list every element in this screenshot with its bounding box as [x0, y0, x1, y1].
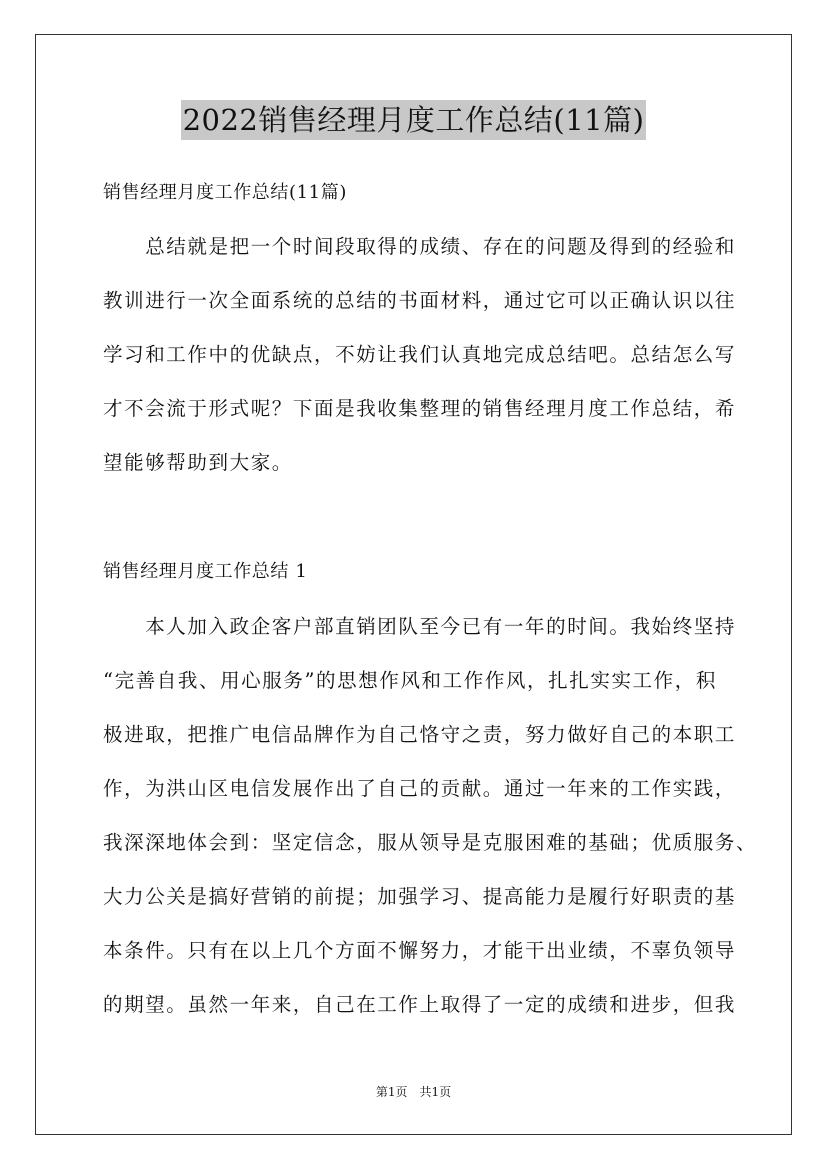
- section-line: 作，为洪山区电信发展作出了自己的贡献。通过一年来的工作实践，: [103, 777, 737, 800]
- section-line: 本人加入政企客户部直销团队至今已有一年的时间。我始终坚持: [103, 615, 737, 638]
- intro-line: 才不会流于形式呢？下面是我收集整理的销售经理月度工作总结，希: [103, 397, 737, 420]
- section-line: “完善自我、用心服务”的思想作风和工作作风，扎扎实实工作，积: [103, 669, 717, 692]
- page-footer: 第1页 共1页: [375, 1085, 452, 1099]
- section-line: 的期望。虽然一年来，自己在工作上取得了一定的成绩和进步，但我: [103, 993, 737, 1016]
- intro-line: 总结就是把一个时间段取得的成绩、存在的问题及得到的经验和: [103, 235, 737, 258]
- document-subtitle: 销售经理月度工作总结(11篇): [103, 182, 347, 203]
- section-heading: 销售经理月度工作总结 1: [103, 561, 308, 582]
- document-title: 2022销售经理月度工作总结(11篇): [181, 100, 647, 140]
- intro-line: 教训进行一次全面系统的总结的书面材料，通过它可以正确认识以往: [103, 289, 737, 312]
- section-line: 大力公关是搞好营销的前提；加强学习、提高能力是履行好职责的基: [103, 885, 737, 908]
- section-line: 本条件。只有在以上几个方面不懈努力，才能干出业绩，不辜负领导: [103, 939, 737, 962]
- title-container: [0, 100, 827, 140]
- intro-line: 学习和工作中的优缺点，不妨让我们认真地完成总结吧。总结怎么写: [103, 343, 737, 366]
- section-line: 极进取，把推广电信品牌作为自己恪守之责，努力做好自己的本职工: [103, 723, 737, 746]
- section-line: 我深深地体会到：坚定信念，服从领导是克服困难的基础；优质服务、: [103, 831, 758, 854]
- intro-line: 望能够帮助到大家。: [103, 451, 293, 474]
